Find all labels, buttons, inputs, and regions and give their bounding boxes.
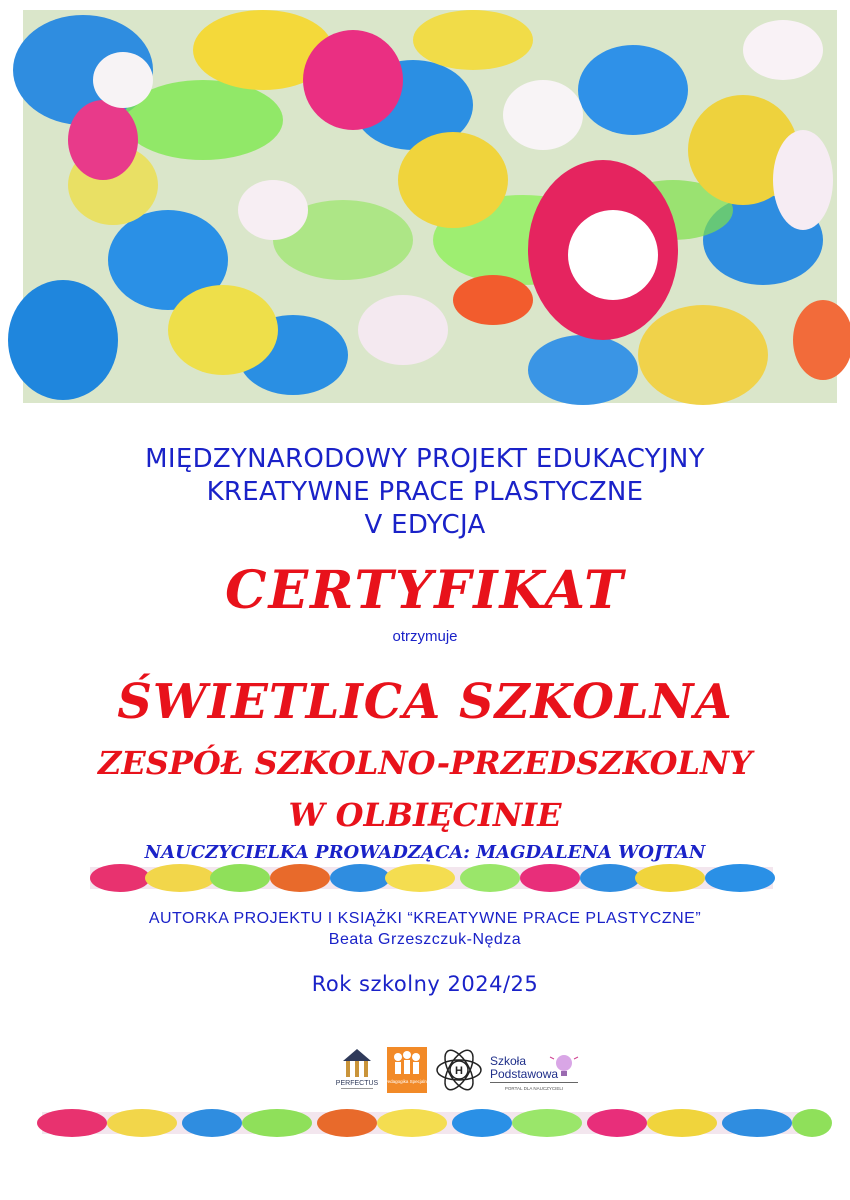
- szkola-line-1: Szkoła: [490, 1054, 527, 1068]
- heading-line-3: V EDYCJA: [364, 510, 486, 540]
- certificate-title: CERTYFIKAT: [225, 560, 625, 621]
- hexagon-logo: [435, 1045, 483, 1095]
- pedagogika-logo: [384, 1045, 430, 1095]
- receives-label: otrzymuje: [392, 628, 458, 645]
- szkola-subtitle: PORTAL DLA NAUCZYCIELI: [504, 1086, 564, 1091]
- perfectus-logo: [335, 1045, 380, 1095]
- decorative-strip-middle: [90, 867, 773, 889]
- project-heading: [0, 443, 850, 542]
- author-line: AUTORKA PROJEKTU I KSIĄŻKI “KREATYWNE PRACE PLASTYCZNE”: [148, 910, 702, 927]
- szkola-line-2: Podstawowa: [490, 1067, 559, 1081]
- pedagogika-text: Pedagogika Specjalna: [384, 1079, 430, 1084]
- heading-line-1: MIĘDZYNARODOWY PROJEKT EDUKACYJNY: [145, 444, 705, 474]
- teacher-line: NAUCZYCIELKA PROWADZĄCA: MAGDALENA WOJTAN: [144, 842, 706, 863]
- header-painting: [23, 10, 837, 403]
- recipient-line-3: W OLBIĘCINIE: [288, 796, 562, 834]
- recipient-line-1: ŚWIETLICA SZKOLNA: [117, 674, 733, 730]
- school-year: Rok szkolny 2024/25: [311, 972, 539, 996]
- decorative-strip-bottom: [42, 1112, 824, 1134]
- author-name: Beata Grzeszczuk-Nędza: [328, 931, 522, 948]
- szkola-podstawowa-logo: [488, 1045, 580, 1095]
- partner-logos: [335, 1045, 580, 1095]
- heading-line-2: KREATYWNE PRACE PLASTYCZNE: [206, 477, 644, 507]
- perfectus-text: PERFECTUS: [335, 1080, 379, 1087]
- recipient-line-2: ZESPÓŁ SZKOLNO-PRZEDSZKOLNY: [97, 744, 753, 782]
- author-block: [0, 908, 850, 950]
- hexagon-letter: H: [455, 1065, 463, 1077]
